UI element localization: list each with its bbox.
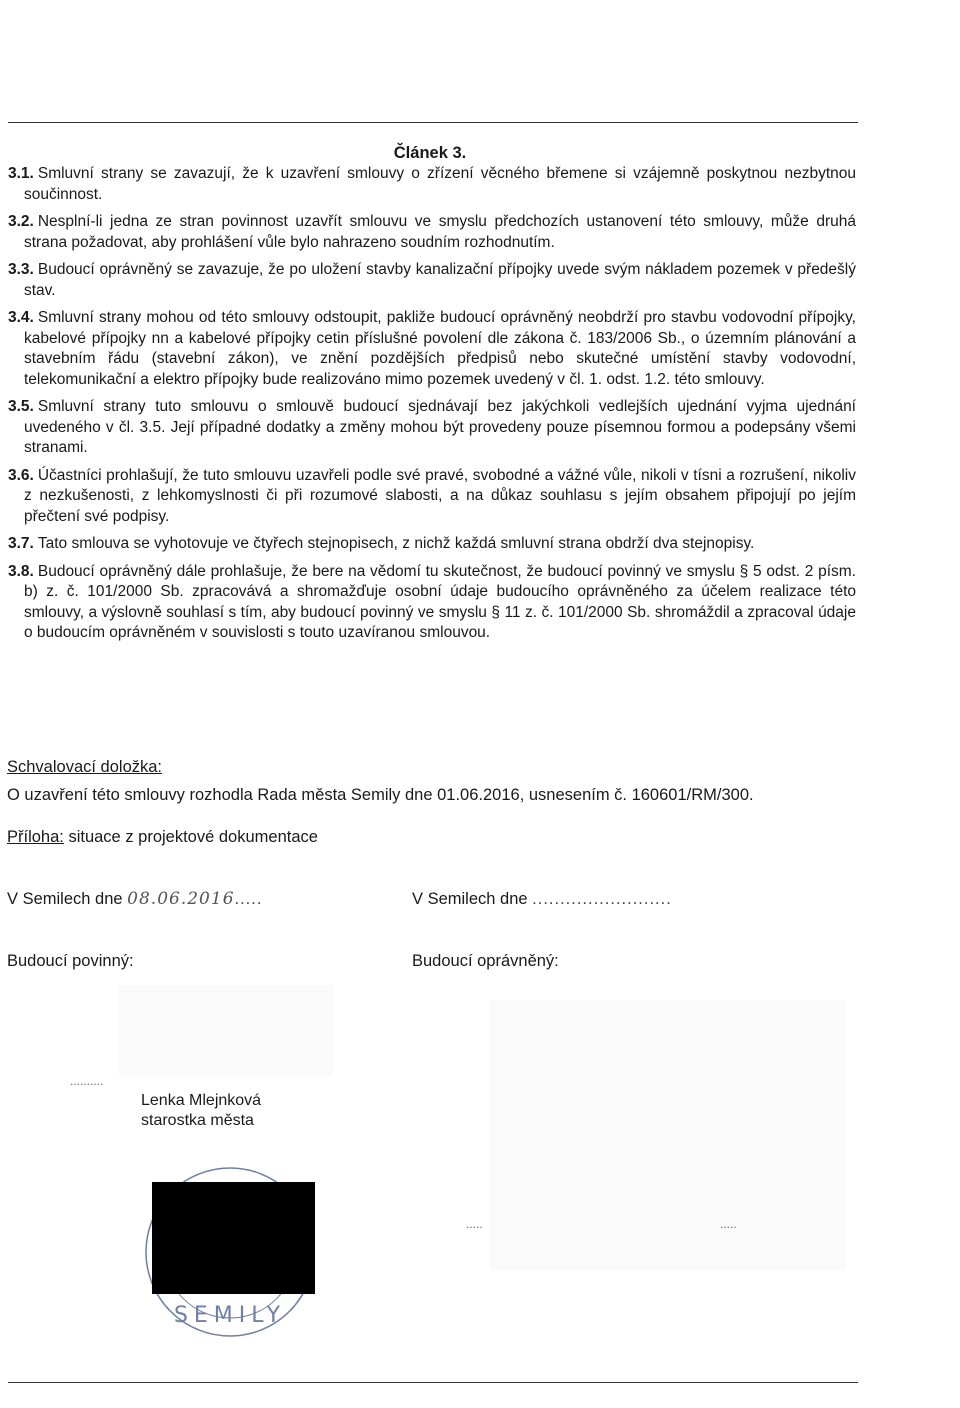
section-text: Smluvní strany se zavazují, že k uzavření smlouvy o zřízení věcného břemene si vzájemně poskytnou nezbytnou součinnost. <box>24 165 856 203</box>
handwritten-date: 08.06.2016 <box>127 889 235 909</box>
section-number: 3.3. <box>8 261 34 278</box>
approval-label-text: Schvalovací doložka: <box>7 758 163 776</box>
article-title: Článek 3. <box>393 144 467 162</box>
signer-title: starostka města <box>141 1112 254 1129</box>
stamp-text: SEMILY <box>173 1303 287 1328</box>
section-number: 3.7. <box>8 535 34 552</box>
article-section <box>8 212 856 253</box>
article-section <box>8 534 856 555</box>
signature-dots-right-1: ..... <box>466 1217 483 1231</box>
party-right-label: Budoucí oprávněný: <box>412 952 559 970</box>
article-section <box>8 308 856 390</box>
place-date-left <box>7 888 262 910</box>
signature-area-right <box>490 1000 845 1270</box>
section-text: Účastníci prohlašují, že tuto smlouvu uzavřeli podle své pravé, svobodné a vážné vůle, nikoli v tísni a rozrušení, nikoliv z nezkušenosti, z lehkomyslnosti či při rozumové slabosti, a na důkaz souhlasu s jejím obsahem připojují po jejím přečtení své podpisy. <box>24 466 856 525</box>
signature-dots-right-2: ..... <box>720 1217 737 1231</box>
section-text: Nesplní-li jedna ze stran povinnost uzavřít smlouvu ve smyslu předchozích ustanovení této smlouvy, může druhá strana požadovat, aby prohlášení vůle bylo nahrazeno soudním rozhodnutím. <box>24 213 856 251</box>
place-right-label: V Semilech dne <box>412 890 528 908</box>
section-number: 3.5. <box>8 398 34 415</box>
bottom-rule <box>8 1382 858 1383</box>
article-section <box>8 466 856 528</box>
approval-label <box>7 756 162 778</box>
redaction-block <box>152 1182 315 1294</box>
top-rule <box>8 122 858 123</box>
article-section <box>8 164 856 205</box>
signature-dots-left: .......... <box>70 1074 104 1088</box>
article-section <box>8 260 856 301</box>
section-number: 3.1. <box>8 165 34 182</box>
article-section <box>8 397 856 459</box>
attachment-text: situace z projektové dokumentace <box>63 828 318 846</box>
date-dots-left: ..... <box>234 890 263 908</box>
section-text: Budoucí oprávněný dále prohlašuje, že bere na vědomí tu skutečnost, že budoucí povinný ve smyslu § 5 odst. 2 písm. b) z. č. 101/2000 Sb. zpracovává a shromažďuje osobní údaje budoucího oprávněného za účelem realizace této smlouvy, a výslovně souhlasí s tím, aby budoucí povinný ve smyslu § 11 z. č. 101/2000 Sb. shromáždil a zpracoval údaje o budoucím oprávněném v souvislosti s touto uzavíranou smlouvou. <box>24 562 856 641</box>
attachment-line <box>7 826 318 848</box>
place-left-label: V Semilech dne <box>7 890 123 908</box>
section-text: Budoucí oprávněný se zavazuje, že po uložení stavby kanalizační přípojky uvede svým nákladem pozemek v předešlý stav. <box>24 261 856 299</box>
section-number: 3.8. <box>8 562 34 580</box>
place-date-right <box>412 888 672 910</box>
party-left-label: Budoucí povinný: <box>7 952 134 970</box>
signer-block <box>141 1091 261 1131</box>
section-text: Smluvní strany mohou od této smlouvy odstoupit, pakliže budoucí oprávněný neobdrží pro stavbu vodovodní přípojky, kabelové přípojky nn a kabelové přípojky cetin příslušné povolení dle zákona č. 183/2006 Sb., o územním plánování a stavebním řádu (stavební zákon), ve znění pozdějších předpisů nebo skutečné umístění stavby vodovodní, telekomunikační a elektro přípojky bude realizováno mimo pozemek uvedený v čl. 1. odst. 1.2. této smlouvy. <box>24 309 856 388</box>
article-sections <box>8 164 856 651</box>
section-text: Smluvní strany tuto smlouvu o smlouvě budoucí sjednávají bez jakýchkoli vedlejších ujednání vyjma ujednání uvedeného v čl. 3.5. Její případné dodatky a změny mohou být provedeny pouze písemnou formou a podepsány všemi stranami. <box>24 398 856 456</box>
section-number: 3.4. <box>8 309 34 326</box>
attachment-label: Příloha: <box>7 828 64 846</box>
signer-name: Lenka Mlejnková <box>141 1092 262 1109</box>
date-dots-right: ......................... <box>532 890 672 908</box>
approval-text: O uzavření této smlouvy rozhodla Rada města Semily dne 01.06.2016, usnesením č. 160601/RM/300. <box>7 786 754 804</box>
signature-area-left <box>118 985 333 1075</box>
article-section <box>8 562 856 644</box>
section-number: 3.2. <box>8 213 34 230</box>
section-number: 3.6. <box>8 466 34 484</box>
section-text: Tato smlouva se vyhotovuje ve čtyřech stejnopisech, z nichž každá smluvní strana obdrží dva stejnopisy. <box>37 535 755 552</box>
